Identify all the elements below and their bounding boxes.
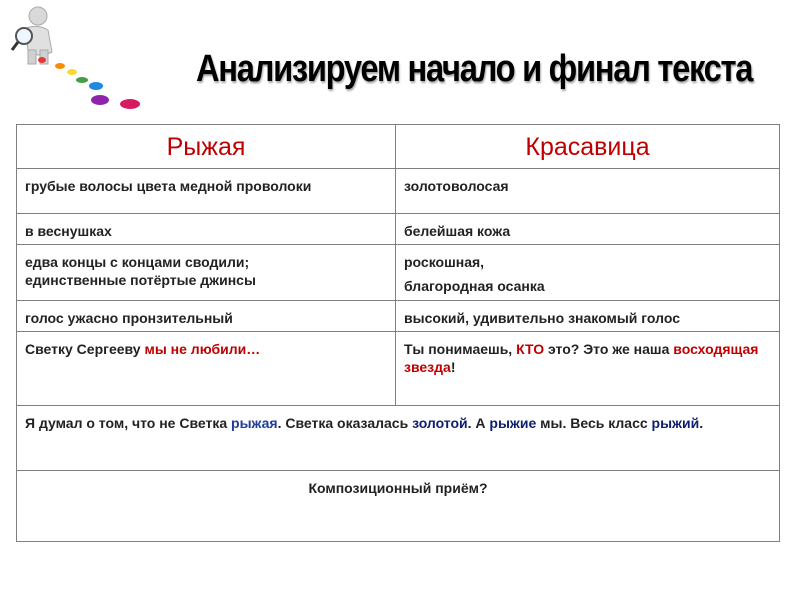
text-part: это? Это же наша	[544, 341, 674, 357]
header-ryzhaya: Рыжая	[17, 125, 396, 169]
highlight-navy: рыжие	[489, 415, 537, 431]
question-cell: Композиционный приём?	[17, 471, 780, 542]
text-part: .	[699, 415, 704, 431]
text-part: . Светка оказалась	[277, 415, 413, 431]
comparison-table	[16, 124, 780, 542]
cell-right: белейшая кожа	[396, 214, 780, 245]
question-row	[17, 471, 780, 542]
page-title: Анализируем начало и финал текста	[196, 48, 753, 90]
table-row	[17, 301, 780, 332]
cell-left	[17, 332, 396, 406]
table-row	[17, 245, 780, 301]
text-part: Я думал о том, что не Светка	[25, 415, 232, 431]
quote-cell	[17, 406, 780, 471]
text-part: !	[450, 359, 456, 375]
table-row	[17, 332, 780, 406]
cell-right-line2: благородная осанка	[404, 278, 545, 294]
cell-right	[396, 245, 780, 301]
cell-left-line1: едва концы с концами сводили;	[25, 254, 250, 270]
magnifier-figure-decoration	[0, 0, 180, 120]
cell-right-line1: роскошная,	[404, 254, 485, 270]
text-part: . А	[467, 415, 490, 431]
table-row	[17, 169, 780, 214]
header-krasavitsa: Красавица	[396, 125, 780, 169]
highlight-red: КТО	[516, 341, 545, 357]
cell-right: золотоволосая	[396, 169, 780, 214]
highlight-red: мы не любили…	[144, 341, 261, 357]
table-row	[17, 214, 780, 245]
table-header-row	[17, 125, 780, 169]
highlight-navy: рыжий	[651, 415, 700, 431]
text-part: Ты понимаешь,	[404, 341, 517, 357]
text-part: мы. Весь класс	[536, 415, 652, 431]
footprints-icon	[38, 57, 140, 109]
cell-right	[396, 332, 780, 406]
cell-left	[17, 245, 396, 301]
cell-left: голос ужасно пронзительный	[17, 301, 396, 332]
highlight-red: восходящая звезда	[404, 341, 759, 375]
highlight-blue: рыжая	[231, 415, 278, 431]
quote-row	[17, 406, 780, 471]
text-part: Светку Сергееву	[25, 341, 145, 357]
cell-left-line2: единственные потёртые джинсы	[25, 272, 256, 288]
cell-left: в веснушках	[17, 214, 396, 245]
highlight-navy: золотой	[412, 415, 468, 431]
cell-left: грубые волосы цвета медной проволоки	[17, 169, 396, 214]
cell-right: высокий, удивительно знакомый голос	[396, 301, 780, 332]
